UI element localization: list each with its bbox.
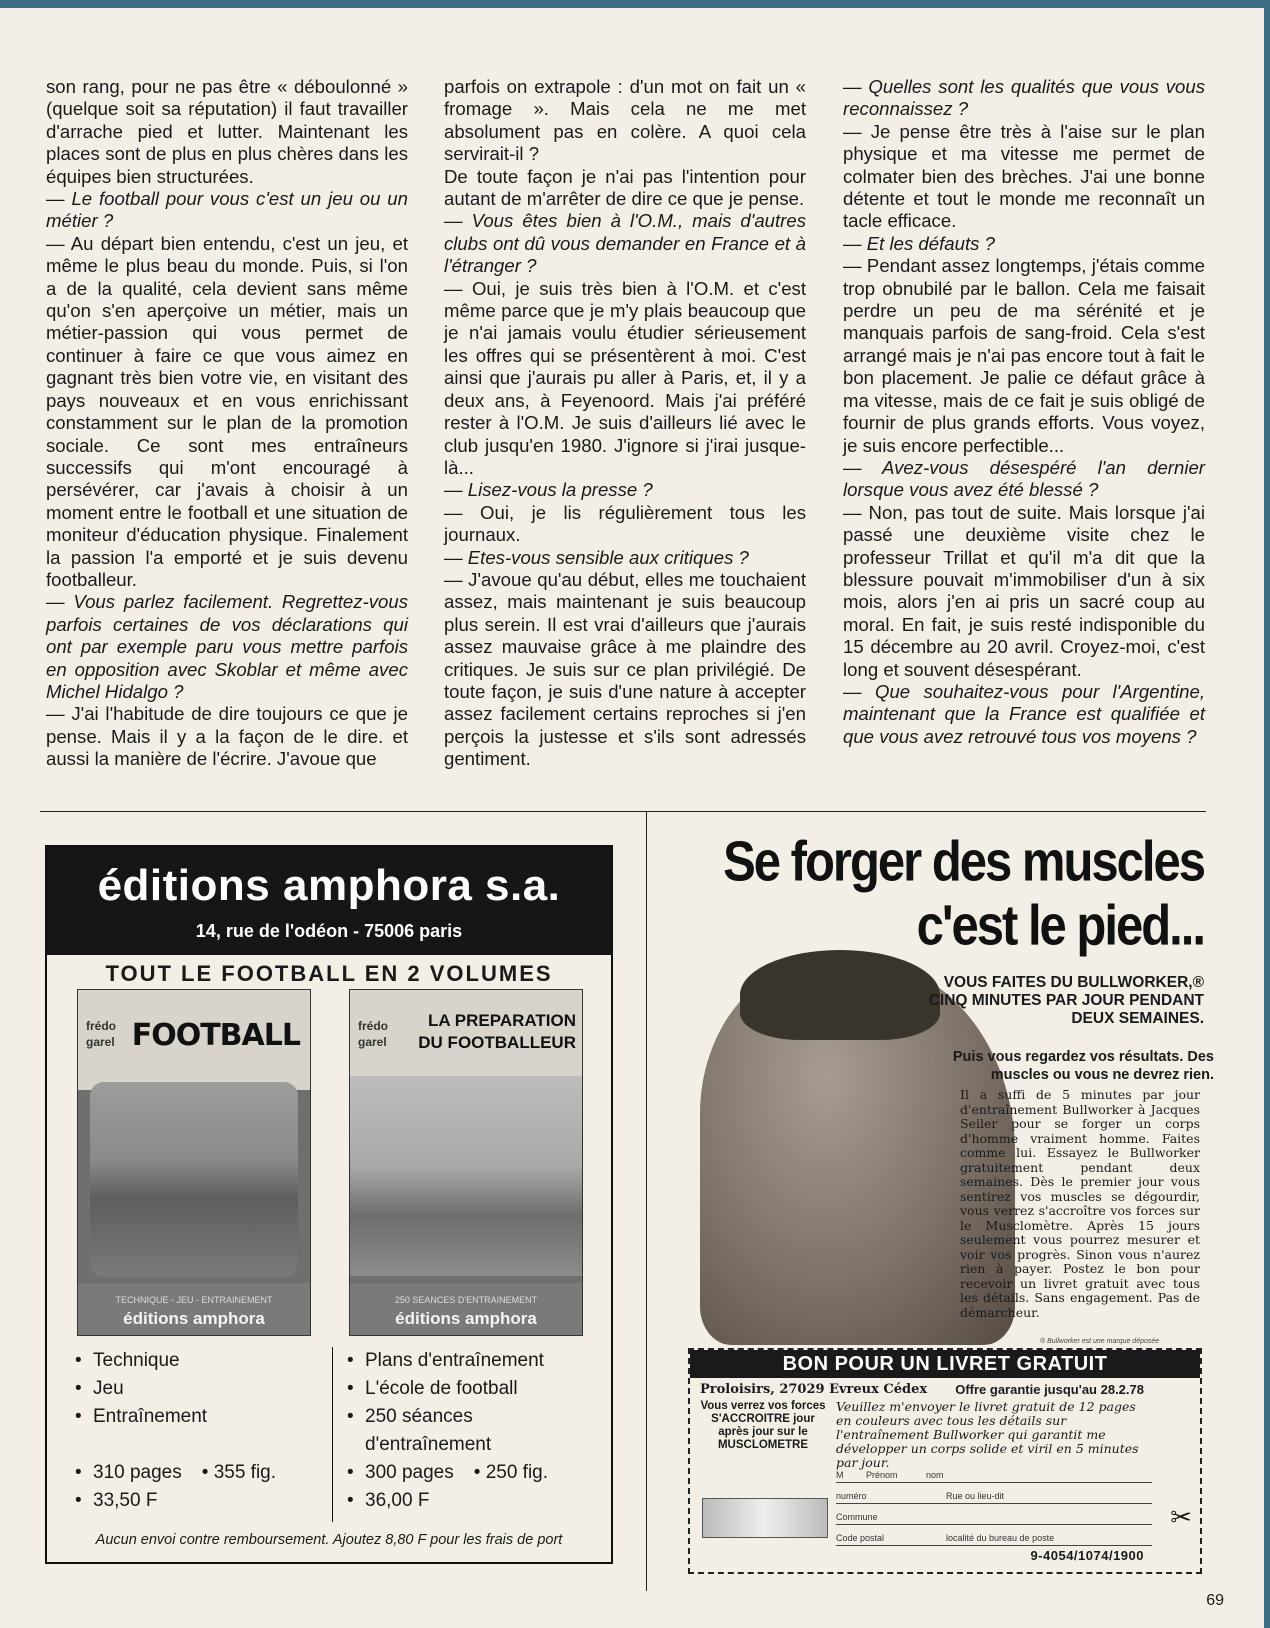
book-tagline: 250 SEANCES D'ENTRAINEMENT (394, 1295, 538, 1305)
list-item: • 300 pages • 250 fig. (347, 1459, 548, 1487)
scissors-icon: ✂ (1170, 1502, 1192, 1532)
commune-field[interactable]: Commune (836, 1504, 1152, 1525)
article-column-2 (444, 76, 806, 771)
article-column-1 (46, 76, 408, 771)
page-number: 69 (1206, 1592, 1224, 1609)
book2-features (347, 1347, 548, 1515)
list-item-continued: d'entraînement (365, 1434, 492, 1455)
stadium-photo (90, 1082, 298, 1277)
vertical-divider (646, 811, 647, 1591)
book-publisher: éditions amphora (395, 1309, 537, 1328)
list-item: • 250 séances (347, 1403, 548, 1431)
book-publisher: éditions amphora (123, 1309, 265, 1328)
interview-answer: son rang, pour ne pas être « déboulonné » (quelque soit sa réputation) il faut travailler d'arrache pied et lutter. Maintenant les places sont de plus en plus chères dans les équipes bien structurées. (46, 76, 408, 187)
coupon-title: BON POUR UN LIVRET GRATUIT (690, 1350, 1200, 1378)
amphora-header (47, 847, 611, 955)
interview-question: — Vous êtes bien à l'O.M., mais d'autres clubs ont dû vous demander en France et à l'étranger ? (444, 210, 806, 277)
interview-answer: — J'ai l'habitude de dire toujours ce que je pense. Mais il y a la façon de le dire. et aussi la manière de l'écrire. J'avoue que (46, 703, 408, 770)
interview-question: — Avez-vous désespéré l'an dernier lorsque vous avez été blessé ? (843, 456, 1205, 501)
amphora-title: éditions amphora s.a. (97, 861, 561, 910)
amphora-address: 14, rue de l'odéon - 75006 paris (195, 921, 463, 941)
interview-answer: — Au départ bien entendu, c'est un jeu, et même le plus beau du monde. Puis, si l'on a de la qualité, cela devient sans même qu'on s'en aperçoive un métier, mais un métier-passion qui vous permet de continuer à faire ce que vous aimez en gagnant très bien votre vie, en visitant des pays nouveaux et en vous enrichissant constamment sur le plan de la promotion sociale. Ce sont mes entraîneurs successifs qui m'ont encouragé à persévérer, car j'avais à choisir à un moment entre le football et une situation de moniteur d'éducation physique. Finalement la passion l'a emporté et je suis devenu footballeur. (46, 232, 408, 590)
article-column-3 (843, 76, 1205, 748)
interview-question: — Quelles sont les qualités que vous vous reconnaissez ? (843, 76, 1205, 120)
coupon-offer: Offre garantie jusqu'au 28.2.78 (955, 1382, 1144, 1397)
coupon-musclometre-text: Vous verrez vos forces S'ACCROITRE jour après jour sur le MUSCLOMETRE (700, 1400, 826, 1451)
interview-answer: — Je pense être très à l'aise sur le plan physique et ma vitesse me permet de colmater bien des brèches. J'ai une bonne détente et tout le monde me reconnaît un tacle efficace. (843, 120, 1205, 232)
interview-question: — Et les défauts ? (843, 232, 995, 254)
interview-question: — Le football pour vous c'est un jeu ou un métier ? (46, 188, 408, 232)
interview-answer: — J'avoue qu'au début, elles me touchaient assez, mais maintenant je suis beaucoup plus serein. Il est vrai d'ailleurs que j'aurais assez mauvaise grâce à me plaindre des critiques. Je suis sur ce plan privilégié. De toute façon, je suis d'une nature à accepter assez facilement certains reproches si j'en perçois la justesse et s'ils sont adressés gentiment. (444, 568, 806, 770)
list-item: • L'école de football (347, 1375, 548, 1403)
address-field[interactable]: numéro Rue ou lieu-dit (836, 1483, 1152, 1504)
book-authors: frédo garel (86, 1019, 116, 1049)
coupon-request-text: Veuillez m'envoyer le livret gratuit de 12 pages en couleurs avec tous les détails sur l'entraînement Bullworker qui garantit me développer un corps solide et viril en 5 minutes par jour. (836, 1399, 1139, 1470)
list-item: • Technique (75, 1347, 276, 1375)
interview-question: — Vous parlez facilement. Regrettez-vous parfois certaines de vos déclarations qui ont par exemple paru vous mettre parfois en opposition avec Skoblar et même avec Michel Hidalgo ? (46, 591, 408, 702)
book-cover-football (77, 989, 311, 1336)
list-item: • Jeu (75, 1375, 276, 1403)
amphora-advertisement (45, 845, 613, 1564)
interview-answer: parfois on extrapole : d'un mot on fait un « fromage ». Mais cela ne me met absolument pas en colère. A quoi cela servirait-il ? (444, 76, 806, 165)
interview-question: — Etes-vous sensible aux critiques ? (444, 546, 749, 568)
interview-answer: — Non, pas tout de suite. Mais lorsque j'ai passé une deuxième visite chez le professeur Trillat et qu'il m'a dit que la blessure pouvait m'immobiliser d'un à six mois, alors j'en ai pris un sacré coup au moral. En fait, je suis resté indisponible du 15 décembre au 20 avril. Croyez-moi, c'est long et souvent désespérant. (843, 501, 1205, 680)
interview-answer: — Pendant assez longtemps, j'étais comme trop obnubilé par le ballon. Cela me faisait perdre un peu de ma sérénité et je manquais parfois de sang-froid. Cela s'est arrangé mais je n'ai pas encore tout à fait le bon placement. Je palie ce défaut grâce à ma vitesse, mais de ce fait je suis obligé de fournir de plus grands efforts. Vous voyez, je suis encore perfectible... (843, 255, 1205, 456)
musclometre-gauge (702, 1498, 828, 1538)
book-tagline: TECHNIQUE - JEU - ENTRAINEMENT (115, 1295, 273, 1305)
interview-question: — Que souhaitez-vous pour l'Argentine, maintenant que la France est qualifiée et que vous avez retrouvé tous vos moyens ? (843, 680, 1205, 747)
amphora-footer-note: Aucun envoi contre remboursement. Ajoutez 8,80 F pour les frais de port (95, 1532, 563, 1548)
interview-answer: — Oui, je suis très bien à l'O.M. et c'est même parce que je m'y plais beaucoup que je n'ai jamais voulu étudier sérieusement les offres qui se présentèrent à moi. C'est ainsi que j'aurais pu aller à Paris, et, il y a deux ans, à Feyenoord. Mais j'ai préféré rester à l'O.M. Je suis d'ailleurs lié avec le club jusqu'en 1980. J'ignore si j'irai jusque-là... (444, 277, 806, 478)
list-item: • Entraînement (75, 1403, 276, 1431)
book1-features (75, 1347, 276, 1515)
coupon-code: 9-4054/1074/1900 (1030, 1548, 1144, 1563)
bullworker-promise: Puis vous regardez vos résultats. Des muscles ou vous ne devrez rien. (952, 1049, 1214, 1083)
book-title: FOOTBALL (131, 1018, 300, 1053)
page-edge-right (1264, 0, 1270, 1628)
interview-answer: De toute façon je n'ai pas l'intention pour autant de m'arrêter de dire ce que je pense. (444, 165, 806, 210)
bullworker-subheading: VOUS FAITES DU BULLWORKER,® CINQ MINUTES PAR JOUR PENDANT DEUX SEMAINES. (928, 974, 1204, 1027)
trademark-note: ® Bullworker est une marque déposée (1040, 1338, 1160, 1345)
horizontal-divider (40, 811, 1206, 812)
interview-question: — Lisez-vous la presse ? (444, 479, 653, 501)
book-authors: frédo garel (358, 1019, 388, 1049)
page-edge-top (0, 0, 1270, 8)
list-item: • 310 pages • 355 fig. (75, 1459, 276, 1487)
bullworker-body-text: Il a suffi de 5 minutes par jour d'entraînement Bullworker à Jacques Seiler pour se forger un corps d'homme vraiment homme. Faites comme lui. Essayez le Bullworker gratuitement pendant deux semaines. Dès le premier jour vous sentirez vos muscles se dégourdir, vous verrez s'accroître vos forces sur le Musclomètre. Après 15 jours seulement vous pourrez mesurer et voir vos progrès. Sinon vous n'aurez rien à payer. Postez le bon pour recevoir un livret gratuit avec tous les détails. Sans engagement. Pas de démarcheur. (960, 1087, 1200, 1320)
list-item: • 36,00 F (347, 1487, 548, 1515)
book-cover-preparation (349, 989, 583, 1336)
bullworker-headline-1: Se forger des muscles (723, 831, 1204, 894)
interview-article (46, 76, 1206, 796)
coupon-form[interactable] (836, 1462, 1152, 1546)
list-item: • Plans d'entraînement (347, 1347, 548, 1375)
book-title: LA PREPARATION DU FOOTBALLEUR (418, 1011, 576, 1052)
players-photo (350, 1076, 582, 1276)
postal-field[interactable]: Code postal localité du bureau de poste (836, 1525, 1152, 1546)
list-item: • 33,50 F (75, 1487, 276, 1515)
name-field[interactable]: M Prénom nom (836, 1462, 1152, 1483)
coupon-address: Proloisirs, 27029 Evreux Cédex (700, 1382, 928, 1397)
amphora-subtitle: TOUT LE FOOTBALL EN 2 VOLUMES (105, 961, 553, 986)
bullworker-headline-2: c'est le pied... (916, 895, 1204, 958)
list-divider (332, 1347, 333, 1522)
interview-answer: — Oui, je lis régulièrement tous les journaux. (444, 501, 806, 546)
free-booklet-coupon[interactable] (688, 1348, 1202, 1574)
